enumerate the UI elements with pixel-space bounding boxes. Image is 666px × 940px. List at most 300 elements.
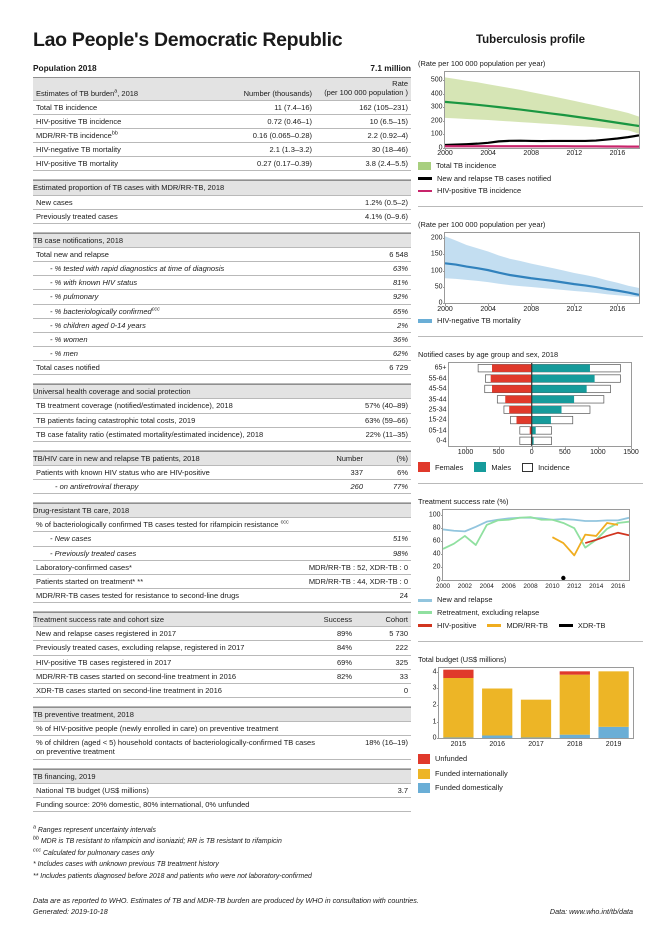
footnote-marker: ccc [151, 306, 160, 313]
footnote-item [33, 848, 411, 859]
y-axis-tick-label: 0 [438, 144, 443, 152]
divider [418, 336, 643, 337]
left-column [33, 30, 411, 882]
y-axis-tick [443, 238, 446, 239]
x-axis-tick-label: 2016 [609, 150, 626, 158]
population-label: Population 2018 [33, 63, 97, 74]
legend-label: Funded internationally [435, 768, 508, 778]
footnote-marker: ccc [33, 847, 42, 854]
row-label: Total cases notified [33, 361, 351, 375]
legend-label: New and relapse [437, 595, 493, 605]
legend-item [418, 783, 643, 793]
preventive-section-label: TB preventive treatment, 2018 [33, 708, 411, 722]
section-header [33, 451, 411, 465]
row-value: 22% (11–35) [323, 427, 411, 441]
mortality-chart [418, 221, 643, 337]
y-axis-tick-label: 300 [430, 103, 443, 111]
row-cohort: 0 [356, 683, 411, 697]
row-label: XDR-TB cases started on second-line treatment in 2016 [33, 683, 298, 697]
row-label: - % women [33, 332, 351, 346]
x-axis-tick [617, 148, 618, 151]
legend-swatch-males [474, 462, 486, 472]
legend-item [487, 621, 547, 630]
legend-item [474, 462, 511, 472]
legend-label: New and relapse TB cases notified [437, 173, 552, 183]
legend-label: HIV-positive TB incidence [437, 186, 522, 196]
x-axis-tick [532, 446, 533, 449]
x-axis-tick [531, 303, 532, 306]
page-title: Lao People's Democratic Republic [33, 29, 343, 51]
table-row [33, 247, 411, 261]
legend-swatch-new-relapse [418, 599, 432, 602]
row-number: 260 [305, 480, 367, 494]
legend-swatch-total-incidence [418, 162, 431, 170]
col-number-header: Number (thousands) [219, 78, 316, 100]
legend-label: Unfunded [435, 754, 468, 764]
row-label: HIV-positive TB incidence [36, 116, 122, 126]
mortality-legend [418, 317, 643, 325]
table-row [33, 304, 411, 318]
footnote-marker: bb [111, 130, 118, 137]
y-axis-tick [443, 271, 446, 272]
legend-swatch-notified [418, 177, 432, 180]
y-axis-tick [441, 554, 444, 555]
x-axis-tick-label: 2002 [457, 582, 472, 590]
footer-generated: Generated: 2019-10-18 [33, 907, 108, 917]
right-column [418, 30, 643, 798]
table-row [33, 669, 411, 683]
x-axis-tick-label: 2008 [523, 582, 538, 590]
col-rate-header-1: Rate [392, 79, 408, 89]
legend-item [418, 769, 643, 779]
y-axis-tick-label: 80 [432, 524, 441, 532]
row-value: 1.2% (0.5–2) [316, 195, 411, 209]
row-value: 65% [351, 304, 411, 318]
incidence-chart [418, 60, 643, 207]
row-label: - % men [33, 346, 351, 360]
row-label: National TB budget (US$ millions) [33, 783, 353, 797]
x-axis-tick-label: 2008 [523, 150, 540, 158]
incidence-plot-area [430, 71, 640, 158]
age-group-label: 65+ [434, 364, 447, 372]
tbhiv-table [33, 451, 411, 503]
legend-swatch-hiv-negative-mortality [418, 319, 432, 323]
y-axis-tick [443, 94, 446, 95]
legend-label: Males [491, 462, 512, 472]
row-number: 0.27 (0.17–0.39) [219, 157, 316, 171]
row-value: 4.1% (0–9.6) [316, 209, 411, 223]
x-axis-tick-label: 2016 [610, 582, 626, 590]
age-sex-chart-caption: Notified cases by age group and sex, 2018 [418, 350, 559, 360]
table-row [33, 627, 411, 641]
budget-chart-caption: Total budget (US$ millions) [418, 655, 507, 665]
y-axis-tick-label: 500 [430, 76, 443, 84]
row-label: Patients with known HIV status who are HIV-positive [33, 465, 305, 479]
table-row [33, 413, 411, 427]
footnote-marker: a [114, 88, 118, 95]
legend-swatch-retreatment [418, 611, 432, 614]
x-axis-tick-label: 2000 [437, 305, 453, 313]
burden-section-label: Estimates of TB burden [36, 88, 115, 98]
x-axis-tick-label: 1000 [457, 448, 474, 456]
table-row [33, 560, 411, 574]
age-group-label: 05-14 [428, 427, 447, 435]
age-sex-legend [418, 462, 643, 472]
footnote-text: Ranges represent uncertainty intervals [37, 827, 156, 835]
footnote-item [33, 825, 411, 836]
row-value: 57% (40–89) [323, 399, 411, 413]
row-success: 84% [298, 641, 356, 655]
legend-label: XDR-TB [577, 621, 606, 631]
row-label: HIV-positive TB cases registered in 2017 [33, 655, 298, 669]
drtb-section-label: Drug-resistant TB care, 2018 [33, 504, 411, 518]
row-value: 3.7 [353, 783, 411, 797]
table-row [33, 465, 411, 479]
y-axis-tick [443, 80, 446, 81]
y-axis-tick-label: 40 [432, 550, 441, 558]
row-success: 82% [298, 669, 356, 683]
table-row [33, 655, 411, 669]
legend-item [522, 463, 570, 472]
y-axis-tick-label: 0 [436, 576, 441, 584]
table-row [33, 574, 411, 588]
table-row [33, 480, 411, 494]
footnote-marker: bb [33, 836, 39, 843]
row-label: - % tested with rapid diagnostics at time of diagnosis [33, 262, 351, 276]
y-axis-tick-label: 200 [430, 117, 443, 125]
budget-chart [418, 656, 643, 793]
table-row [33, 332, 411, 346]
row-number: 11 (7.4–16) [219, 100, 316, 114]
col-cohort-header: Cohort [356, 613, 411, 627]
age-group-label: 0-4 [436, 437, 447, 445]
x-axis-tick-label: 2010 [545, 582, 560, 590]
drtb-table [33, 503, 411, 612]
y-axis-tick-label: 100 [428, 511, 441, 519]
table-row [33, 532, 411, 546]
mdr-section-label: Estimated proportion of TB cases with MDR/RR-TB, 2018 [33, 181, 411, 195]
incidence-legend [418, 162, 643, 195]
table-row [33, 262, 411, 276]
table-row [33, 518, 411, 532]
y-axis-tick [443, 134, 446, 135]
uhc-section-label: Universal health coverage and social protection [33, 385, 411, 399]
tb-burden-table [33, 77, 411, 180]
y-axis-tick-label: 20 [432, 563, 441, 571]
row-rate: 3.8 (2.4–5.5) [316, 157, 411, 171]
legend-item [418, 175, 643, 183]
y-axis-tick-label: 60 [432, 537, 441, 545]
legend-swatch-mdr-rr-tb [487, 624, 501, 627]
legend-swatch-xdr-tb [559, 624, 573, 627]
table-row [33, 318, 411, 332]
x-axis-tick-label: 2000 [437, 150, 453, 158]
x-axis-tick-label: 2012 [566, 150, 583, 158]
row-label: - % bacteriologically confirmed [50, 306, 152, 316]
x-axis-tick [488, 148, 489, 151]
row-label: - New cases [33, 532, 243, 546]
row-label: - Previously treated cases [33, 546, 243, 560]
x-axis-tick [565, 446, 566, 449]
y-axis-tick [441, 541, 444, 542]
row-cohort: 5 730 [356, 627, 411, 641]
row-number: 0.72 (0.46–1) [219, 114, 316, 128]
footnote-marker: * [33, 861, 36, 869]
section-header [33, 708, 411, 722]
table-row [33, 143, 411, 157]
budget-plot-area [432, 667, 634, 748]
legend-item [418, 317, 643, 325]
age-sex-chart [418, 351, 643, 484]
row-value: 81% [351, 276, 411, 290]
success-legend [418, 596, 643, 630]
row-label: HIV-positive TB mortality [36, 159, 118, 169]
row-value: 98% [243, 546, 411, 560]
legend-item [418, 162, 643, 170]
x-axis-tick [466, 446, 467, 449]
row-label: Laboratory-confirmed cases* [33, 560, 243, 574]
mortality-chart-caption: (Rate per 100 000 population per year) [418, 220, 546, 230]
row-cohort: 33 [356, 669, 411, 683]
population-row [33, 63, 411, 77]
row-rate: 30 (18–46) [316, 143, 411, 157]
row-label: Patients started on treatment* ** [33, 574, 243, 588]
row-number: 337 [305, 465, 367, 479]
y-axis-tick-label: 400 [430, 90, 443, 98]
table-row [33, 100, 411, 114]
table-row [33, 399, 411, 413]
table-header-row [33, 78, 411, 100]
row-label: Total new and relapse [33, 247, 351, 261]
y-axis-tick [443, 287, 446, 288]
table-row [33, 361, 411, 375]
y-axis-tick-label: 50 [434, 283, 443, 291]
x-axis-tick [499, 446, 500, 449]
x-axis-tick [531, 148, 532, 151]
financing-section-label: TB financing, 2019 [33, 769, 411, 783]
success-chart [418, 498, 643, 642]
age-group-label: 35-44 [428, 396, 447, 403]
x-axis-tick [631, 446, 632, 449]
x-axis-tick-label: 2016 [609, 305, 626, 313]
row-label: % of children (aged < 5) household contacts of bacteriologically-confirmed TB cases on preventive treatment [33, 736, 325, 759]
row-label: Previously treated cases [33, 209, 316, 223]
y-axis-tick [441, 515, 444, 516]
x-axis-tick-label: 2012 [566, 305, 583, 313]
x-axis-tick-label: 2015 [450, 740, 467, 748]
age-sex-plot-area [428, 362, 639, 456]
row-rate: 2.2 (0.92–4) [316, 128, 411, 142]
mortality-plot-area [430, 232, 640, 313]
row-label: New and relapse cases registered in 2017 [33, 627, 298, 641]
x-axis-tick-label: 2018 [567, 740, 583, 748]
y-axis-tick [441, 567, 444, 568]
section-header [33, 233, 411, 247]
col-pct-header: (%) [367, 451, 411, 465]
x-axis-tick-label: 2019 [605, 740, 622, 748]
section-header [33, 181, 411, 195]
legend-label: Incidence [538, 462, 570, 472]
x-axis-tick [574, 303, 575, 306]
x-axis-tick-label: 500 [558, 448, 571, 456]
table-row [33, 797, 411, 811]
row-pct: 6% [367, 465, 411, 479]
footnote-marker: ** [33, 872, 39, 880]
table-row [33, 346, 411, 360]
mdr-proportion-table [33, 180, 411, 232]
row-success: 69% [298, 655, 356, 669]
legend-item [418, 596, 643, 604]
y-axis-tick [441, 580, 444, 581]
x-axis-tick-label: 1000 [590, 448, 606, 456]
x-axis-tick-label: 2004 [480, 305, 496, 313]
footnote-text: MDR is TB resistant to rifampicin and isoniazid; RR is TB resistant to rifampicin [40, 838, 282, 846]
row-success [298, 683, 356, 697]
row-value [325, 722, 411, 736]
row-label: MDR/RR-TB incidence [36, 130, 112, 140]
row-label: % of bacteriologically confirmed TB cases tested for rifampicin resistance [36, 520, 281, 530]
row-label: TB patients facing catastrophic total costs, 2019 [33, 413, 323, 427]
legend-label: Funded domestically [435, 783, 503, 793]
row-value: 36% [351, 332, 411, 346]
x-axis-tick-label: 2014 [589, 582, 604, 590]
row-label: - % pulmonary [33, 290, 351, 304]
legend-row [418, 621, 643, 630]
x-axis-tick [598, 446, 599, 449]
footnote-marker: ccc [280, 519, 289, 526]
x-axis-tick-label: 2012 [567, 582, 582, 590]
row-label: MDR/RR-TB cases tested for resistance to second-line drugs [33, 589, 243, 603]
row-label: New cases [33, 195, 316, 209]
legend-swatch-hiv-positive [418, 190, 432, 193]
x-axis-tick [488, 303, 489, 306]
row-value: 63% (59–66) [323, 413, 411, 427]
row-value: 6 729 [351, 361, 411, 375]
legend-label: Females [435, 462, 464, 472]
legend-swatch-females [418, 462, 430, 472]
divider [418, 483, 643, 484]
x-axis-tick-label: 0 [529, 448, 534, 456]
legend-label: MDR/RR-TB [506, 621, 548, 631]
y-axis-tick-label: 1 [432, 718, 437, 726]
incidence-chart-caption: (Rate per 100 000 population per year) [418, 59, 546, 68]
table-row [33, 276, 411, 290]
notifications-table [33, 233, 411, 384]
x-axis-tick-label: 1500 [623, 448, 639, 456]
footnote-item [33, 836, 411, 847]
row-number: 2.1 (1.3–3.2) [219, 143, 316, 157]
tbhiv-section-label: TB/HIV care in new and relapse TB patients, 2018 [33, 451, 305, 465]
row-value: 51% [243, 532, 411, 546]
col-success-header: Success [298, 613, 356, 627]
x-axis-tick-label: 2017 [528, 740, 544, 748]
row-value: 92% [351, 290, 411, 304]
legend-label: HIV-positive [437, 621, 477, 631]
y-axis-tick-label: 4 [432, 668, 437, 676]
y-axis-tick-label: 150 [430, 250, 443, 258]
row-value: 63% [351, 262, 411, 276]
x-axis-tick [574, 148, 575, 151]
legend-item [418, 754, 643, 764]
table-row [33, 114, 411, 128]
y-axis-tick-label: 2 [432, 701, 437, 709]
x-axis-tick-label: 2008 [523, 305, 540, 313]
row-cohort: 222 [356, 641, 411, 655]
row-pct: 77% [367, 480, 411, 494]
row-label: TB case fatality ratio (estimated mortality/estimated incidence), 2018 [33, 427, 323, 441]
row-number: 0.16 (0.065–0.28) [219, 128, 316, 142]
legend-item [559, 621, 606, 630]
legend-swatch-unfunded [418, 754, 430, 764]
footnote-item [33, 871, 411, 882]
x-axis-tick-label: 500 [492, 448, 505, 456]
x-axis-tick-label: 2004 [480, 150, 496, 158]
profile-title: Tuberculosis profile [475, 34, 586, 46]
legend-item [418, 609, 643, 617]
footnote-item [33, 859, 411, 870]
legend-label: Retreatment, excluding relapse [437, 607, 540, 617]
section-header [33, 504, 411, 518]
y-axis-tick-label: 0 [438, 299, 443, 307]
table-row [33, 722, 411, 736]
success-table [33, 612, 411, 707]
row-label: TB treatment coverage (notified/estimated incidence), 2018 [33, 399, 323, 413]
x-axis-tick-label: 2000 [435, 582, 451, 590]
y-axis-tick-label: 3 [432, 684, 437, 692]
section-header [33, 385, 411, 399]
row-rate: 10 (6.5–15) [316, 114, 411, 128]
row-rate: 162 (105–231) [316, 100, 411, 114]
financing-table [33, 769, 411, 812]
section-header [33, 769, 411, 783]
legend-swatch-incidence [522, 463, 533, 472]
divider [418, 641, 643, 642]
row-success: 89% [298, 627, 356, 641]
footnote-text: Includes patients diagnosed before 2018 and patients who were not laboratory-confirmed [40, 872, 312, 880]
row-value: 24 [243, 589, 411, 603]
y-axis-tick [443, 107, 446, 108]
row-value: 18% (16–19) [325, 736, 411, 759]
uhc-table [33, 384, 411, 451]
legend-label: Total TB incidence [436, 160, 497, 170]
y-axis-tick [441, 528, 444, 529]
funding-source-label: Funding source: 20% domestic, 80% international, 0% unfunded [33, 797, 411, 811]
table-row [33, 736, 411, 759]
row-label: Total TB incidence [36, 102, 98, 112]
table-row [33, 783, 411, 797]
footnote-marker: a [33, 824, 36, 831]
table-row [33, 641, 411, 655]
preventive-table [33, 707, 411, 769]
footnotes-block [33, 825, 411, 882]
row-label: - % children aged 0-14 years [33, 318, 351, 332]
footer-source: Data: www.who.int/tb/data [549, 907, 633, 917]
legend-swatch-hiv-positive [418, 624, 432, 627]
x-axis-tick [445, 303, 446, 306]
table-row [33, 157, 411, 171]
table-row [33, 546, 411, 560]
row-value: 62% [351, 346, 411, 360]
y-axis-tick [437, 688, 440, 689]
y-axis-tick-label: 0 [432, 734, 437, 742]
page-footer [33, 895, 633, 918]
table-row [33, 427, 411, 441]
budget-legend [418, 754, 643, 793]
legend-item [418, 187, 643, 195]
y-axis-tick-label: 200 [430, 234, 443, 242]
row-label: Previously treated cases, excluding relapse, registered in 2017 [33, 641, 298, 655]
age-group-label: 25-34 [428, 406, 447, 414]
